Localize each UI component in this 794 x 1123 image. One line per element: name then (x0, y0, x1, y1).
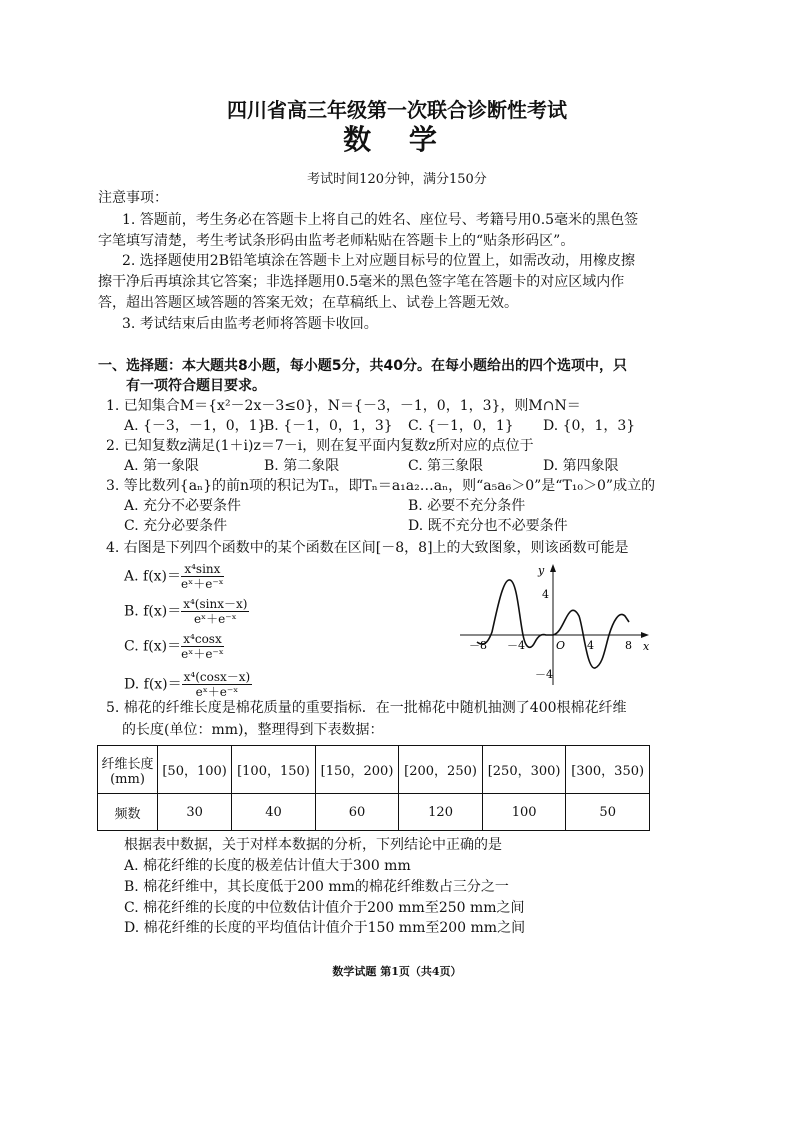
exam-title: 四川省高三年级第一次联合诊断性考试 (227, 98, 567, 122)
q2-stem: 2. 已知复数z满足(1＋i)z＝7－i，则在复平面内复数z所对应的点位于 (106, 438, 534, 454)
count-cell: 120 (399, 794, 483, 831)
formula-lhs: f(x)＝ (143, 676, 182, 693)
note-line: 字笔填写清楚，考生考试条形码由监考老师粘贴在答题卡上的“贴条形码区”。 (98, 233, 575, 249)
table-row (98, 746, 650, 794)
q5-stem-cont: 的长度(单位：mm)，整理得到下表数据： (122, 722, 384, 738)
interval-cell: [300，350) (566, 746, 650, 794)
q4-option-a (124, 562, 224, 591)
interval-cell: [250，300) (482, 746, 566, 794)
function-graph (455, 560, 655, 690)
q5-option-a: A. 棉花纤维的长度的极差估计值大于300 mm (124, 858, 411, 874)
q4-option-d (124, 670, 252, 699)
q1-option-d: D. {0，1，3} (543, 418, 636, 434)
header-cell (98, 746, 158, 794)
q5-option-c: C. 棉花纤维的长度的中位数估计值介于200 mm至250 mm之间 (124, 900, 525, 916)
note-line: 1. 答题前，考生务必在答题卡上将自己的姓名、座位号、考籍号用0.5毫米的黑色签 (122, 212, 639, 228)
q3-option-c: C. 充分必要条件 (124, 518, 228, 534)
option-label: C. (124, 638, 139, 655)
q3-stem: 3. 等比数列{aₙ}的前n项的积记为Tₙ，即Tₙ＝a₁a₂…aₙ，则“a₅a₆＞0”是“T₁₀＞0”成立的 (106, 478, 656, 494)
formula-lhs: f(x)＝ (143, 603, 182, 620)
section-heading: 一、选择题：本大题共8小题，每小题5分，共40分。在每小题给出的四个选项中，只 (98, 358, 627, 374)
exam-info: 考试时间120分钟，满分150分 (307, 172, 487, 187)
origin-label: O (556, 639, 566, 652)
q5-stem: 5. 棉花的纤维长度是棉花质量的重要指标．在一批棉花中随机抽测了400根棉花纤维 (106, 700, 627, 716)
fraction (181, 632, 224, 661)
formula-lhs: f(x)＝ (143, 568, 182, 585)
q3-option-d: D. 既不充分也不必要条件 (408, 518, 568, 534)
row-label-cell: 频数 (98, 794, 158, 831)
interval-cell: [50，100) (158, 746, 232, 794)
q3-option-b: B. 必要不充分条件 (408, 498, 526, 514)
denominator: eˣ＋e⁻ˣ (181, 577, 224, 591)
q3-option-a: A. 充分不必要条件 (124, 498, 242, 514)
subject-title: 数 学 (343, 123, 451, 156)
interval-cell: [100，150) (232, 746, 316, 794)
numerator: x⁴cosx (181, 632, 224, 647)
count-cell: 50 (566, 794, 650, 831)
count-cell: 40 (232, 794, 316, 831)
note-line: 答，超出答题区域答题的答案无效；在草稿纸上、试卷上答题无效。 (98, 295, 518, 311)
q4-option-c (124, 632, 224, 661)
fraction (181, 597, 249, 626)
numerator: x⁴(cosx－x) (183, 670, 251, 684)
option-label: B. (124, 603, 139, 620)
note-line: 2. 选择题使用2B铅笔填涂在答题卡上对应题目标号的位置上，如需改动，用橡皮擦 (122, 253, 636, 269)
x-axis-arrow (641, 632, 649, 638)
fiber-length-table (97, 745, 650, 831)
note-line: 3. 考试结束后由监考老师将答题卡收回。 (122, 316, 378, 332)
numerator: x⁴(sinx－x) (183, 597, 248, 611)
count-cell: 100 (482, 794, 566, 831)
x-tick-label: －8 (469, 639, 487, 652)
denominator: eˣ＋e⁻ˣ (181, 647, 224, 661)
q1-option-b: B. {－1，0，1，3} (264, 418, 393, 434)
notes-heading: 注意事项： (98, 190, 168, 206)
q2-option-b: B. 第二象限 (264, 458, 340, 474)
q5-prompt: 根据表中数据，关于对样本数据的分析，下列结论中正确的是 (124, 837, 502, 853)
interval-cell: [150，200) (315, 746, 399, 794)
fraction (182, 670, 253, 699)
page-footer: 数学试题 第1页（共4页） (332, 965, 462, 978)
q5-option-b: B. 棉花纤维中，其长度低于200 mm的棉花纤维数占三分之一 (124, 879, 509, 895)
table-row (98, 794, 650, 831)
y-axis-arrow (550, 564, 556, 572)
y-tick-label: 4 (542, 588, 549, 601)
q2-option-d: D. 第四象限 (543, 458, 619, 474)
header-unit: (mm) (110, 771, 145, 787)
interval-cell: [200，250) (399, 746, 483, 794)
option-label: A. (124, 568, 139, 585)
x-tick-label: 4 (587, 639, 594, 652)
x-tick-label: 8 (625, 639, 632, 652)
formula-lhs: f(x)＝ (143, 638, 182, 655)
section-heading-cont: 有一项符合题目要求。 (126, 378, 266, 394)
q1-option-a: A. {－3，－1，0，1} (124, 418, 267, 434)
denominator: eˣ＋e⁻ˣ (193, 612, 237, 626)
y-tick-label: －4 (535, 668, 553, 681)
x-tick-label: －4 (507, 639, 525, 652)
count-cell: 30 (158, 794, 232, 831)
note-line: 擦干净后再填涂其它答案；非选择题用0.5毫米的黑色签字笔在答题卡的对应区域内作 (98, 274, 625, 290)
denominator: eˣ＋e⁻ˣ (195, 685, 239, 699)
q5-option-d: D. 棉花纤维的长度的平均值估计值介于150 mm至200 mm之间 (124, 920, 526, 936)
q1-stem: 1. 已知集合M＝{x²－2x－3≤0}，N＝{－3，－1，0，1，3}，则M∩N＝ (106, 398, 581, 414)
q4-option-b (124, 597, 249, 626)
q2-option-c: C. 第三象限 (408, 458, 484, 474)
header-label: 纤维长度 (101, 756, 154, 772)
q1-option-c: C. {－1，0，1} (408, 418, 514, 434)
q2-option-a: A. 第一象限 (124, 458, 200, 474)
y-axis-label: y (538, 564, 545, 577)
numerator: x⁴sinx (181, 562, 224, 577)
x-axis-label: x (643, 640, 650, 653)
q4-stem: 4. 右图是下列四个函数中的某个函数在区间[－8，8]上的大致图象，则该函数可能是 (106, 540, 629, 556)
count-cell: 60 (315, 794, 399, 831)
option-label: D. (124, 676, 140, 693)
fraction (181, 562, 224, 591)
